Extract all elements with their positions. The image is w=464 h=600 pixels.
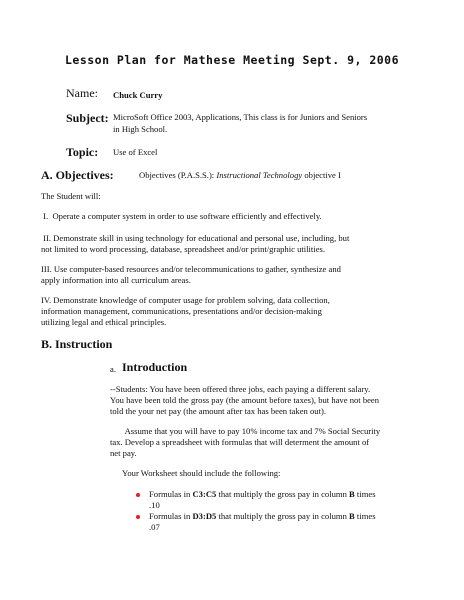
subject-value-line2: in High School. xyxy=(113,124,168,134)
objective-item-4-line3: utilizing legal and ethical principles. xyxy=(41,317,167,327)
intro-para1-line2: You have been told the gross pay (the amount before taxes), but have not been xyxy=(110,395,380,405)
objective-item-1: I. Operate a computer system in order to use software efficiently and effectively. xyxy=(41,211,322,221)
bullet-1-pre: Formulas in xyxy=(149,489,193,499)
bullet-1-mid: that multiply the gross pay in column xyxy=(216,489,350,499)
bullet-item-2-line2: .07 xyxy=(149,522,160,532)
subject-label: Subject: xyxy=(66,111,109,125)
bullet-item-2-line1 xyxy=(149,511,376,523)
name-label: Name: xyxy=(66,86,98,100)
intro-para2-line1: Assume that you will have to pay 10% income tax and 7% Social Security xyxy=(110,426,381,436)
objectives-intro-prefix: Objectives (P.A.S.S.): xyxy=(139,170,217,180)
name-value: Chuck Curry xyxy=(113,90,163,100)
instruction-heading: B. Instruction xyxy=(41,337,113,351)
topic-label: Topic: xyxy=(66,145,99,159)
bullet-1-range: C3:C5 xyxy=(192,489,217,499)
bullet-dot xyxy=(136,493,140,497)
bullet-item-1-line1 xyxy=(149,489,376,501)
introduction-heading: Introduction xyxy=(122,360,188,374)
bullet-item-1-line2: .10 xyxy=(149,500,160,510)
page-title: Lesson Plan for Mathese Meeting Sept. 9, 2006 xyxy=(64,53,400,67)
bullet-2-range: D3:D5 xyxy=(192,511,217,521)
topic-value: Use of Excel xyxy=(113,147,158,157)
objectives-intro-italic: Instructional Technology xyxy=(216,170,303,180)
bullet-1-post: times xyxy=(354,489,376,499)
objectives-intro-suffix: objective I xyxy=(302,170,341,180)
objective-item-2-line1: II. Demonstrate skill in using technology for educational and personal use, including, but xyxy=(41,233,350,243)
objective-item-4-line1: IV. Demonstrate knowledge of computer usage for problem solving, data collection, xyxy=(41,295,330,305)
bullet-2-mid: that multiply the gross pay in column xyxy=(216,511,350,521)
worksheet-lead: Your Worksheet should include the following: xyxy=(122,468,281,478)
objective-item-2-line2: not limited to word processing, database, spreadsheet and/or print/graphic utilities. xyxy=(41,244,326,254)
bullet-1-col: B xyxy=(349,489,355,499)
subject-value-line1: MicroSoft Office 2003, Applications, This class is for Juniors and Seniors xyxy=(113,112,368,122)
objectives-lead: The Student will: xyxy=(41,191,101,201)
intro-para1-line1: --Students: You have been offered three jobs, each paying a different salary. xyxy=(110,384,371,394)
intro-para2-line2: tax. Develop a spreadsheet with formulas that will determent the amount of xyxy=(110,437,370,447)
objective-item-3-line2: apply information into all curriculum areas. xyxy=(41,275,191,285)
bullet-2-col: B xyxy=(349,511,355,521)
objective-item-3-line1: III. Use computer-based resources and/or telecommunications to gather, synthesize and xyxy=(41,264,341,274)
bullet-2-post: times xyxy=(354,511,376,521)
objective-item-4-line2: information management, communications, presentations and/or decision-making xyxy=(41,306,322,316)
intro-para1-line3: told the your net pay (the amount after tax has been taken out). xyxy=(110,406,326,416)
intro-para2-line3: net pay. xyxy=(110,448,137,458)
objectives-intro xyxy=(139,170,341,182)
bullet-dot xyxy=(136,515,140,519)
objectives-heading: A. Objectives: xyxy=(41,168,114,182)
bullet-2-pre: Formulas in xyxy=(149,511,193,521)
introduction-marker: a. xyxy=(110,364,116,374)
